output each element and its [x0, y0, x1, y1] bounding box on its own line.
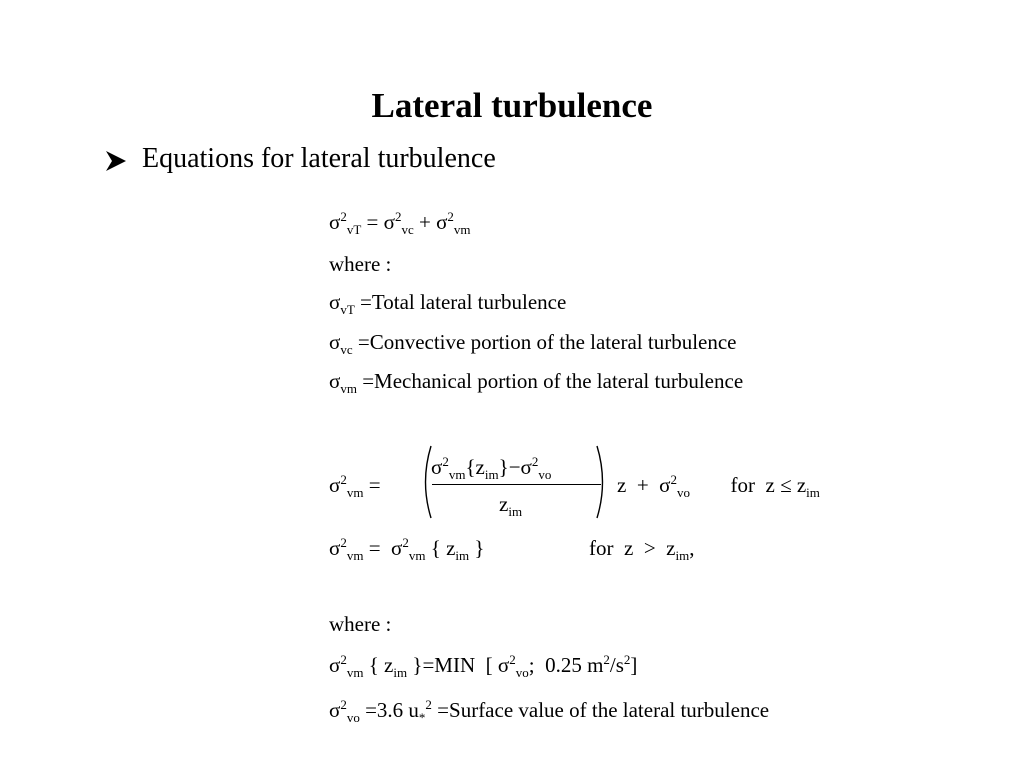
arrow-bullet-icon: [104, 148, 128, 170]
fraction-rhs: $z + \sigma^2_{vo}$ for $z \le z_{im}$: [617, 472, 820, 501]
equation-total-variance: $\sigma^2_{vT} = \sigma^2_{vc} + \sigma^2_{vm}$: [329, 209, 471, 238]
where-label-1: where :: [329, 252, 392, 276]
definition-convective: $\sigma_{vc}$ =Convective portion of the lateral turbulence: [329, 330, 737, 358]
bullet-item: [104, 143, 496, 175]
definition-total: $\sigma_{vT}$ =Total lateral turbulence: [329, 290, 567, 318]
definition-mechanical: $\sigma_{vm}$ =Mechanical portion of the lateral turbulence: [329, 369, 744, 397]
fraction-numerator: $\sigma^2_{vm}\{z_{im}\}-\sigma^2_{vo}$: [431, 454, 552, 483]
slide-title: Lateral turbulence: [371, 86, 653, 125]
equation-mechanical-variance-above: $\sigma^2_{vm} = \sigma^2_{vm}$ { $z_{im}$ } for $z > z_{im}$,: [329, 535, 695, 564]
fraction-lhs: $\sigma^2_{vm}$ =: [329, 472, 381, 501]
equation-min-definition: $\sigma^2_{vm}$ { $z_{im}$ }=MIN [ $\sigma^2_{vo}$; 0.25 $m^2/s^2$]: [329, 652, 638, 681]
fraction-denominator: $z_{im}$: [499, 492, 523, 520]
equation-surface-value: $\sigma^2_{vo} =3.6$ $u_*^2$ =Surface value of the lateral turbulence: [329, 697, 770, 726]
bullet-text: Equations for lateral turbulence: [142, 143, 496, 174]
fraction-bar: [432, 484, 601, 485]
where-label-2: where :: [329, 612, 392, 636]
right-paren-icon: [595, 444, 609, 520]
